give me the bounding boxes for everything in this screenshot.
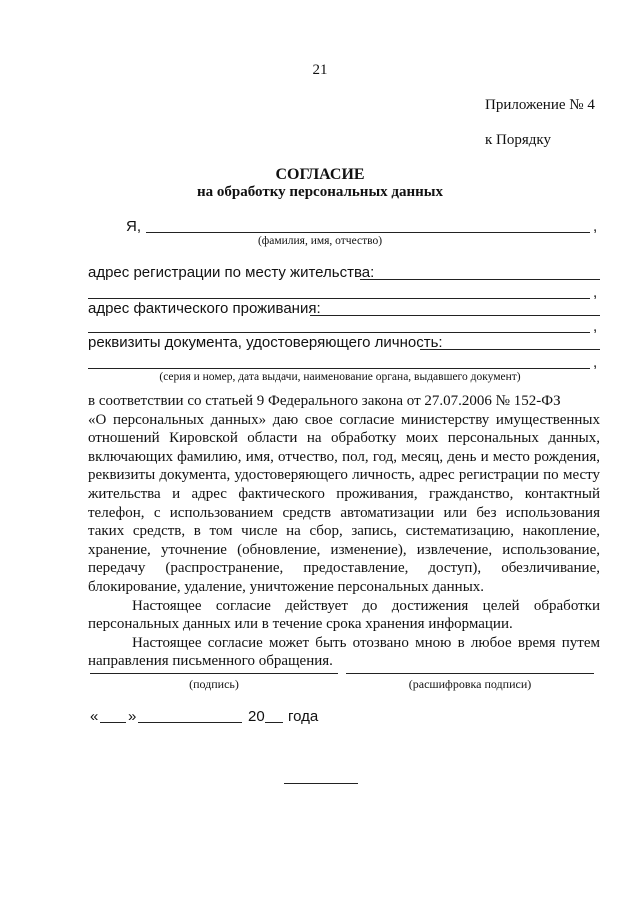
signature-caption: (подпись): [189, 677, 239, 691]
consent-body: [88, 392, 600, 671]
registration-field-comma: ,: [593, 284, 598, 301]
signature-decode-line[interactable]: [346, 673, 594, 674]
document-label: реквизиты документа, удостоверяющего личность:: [88, 334, 443, 351]
date-year-suffix: года: [288, 708, 319, 725]
date-year-prefix: 20: [248, 708, 265, 725]
residence-label: адрес фактического проживания:: [88, 300, 321, 317]
footer-divider: [284, 783, 358, 784]
name-field-comma: ,: [593, 218, 598, 235]
consent-body-first-line: в соответствии со статьей 9 Федерального закона от 27.07.2006 № 152-ФЗ: [88, 393, 561, 409]
date-close-quote: »: [128, 708, 137, 725]
date-open-quote: «: [90, 708, 99, 725]
date-month-line[interactable]: [138, 722, 242, 723]
document-title: СОГЛАСИЕ: [275, 166, 365, 183]
consent-paragraph-2: Настоящее согласие действует до достижения целей обработки персональных данных или в течение срока хранения информации.: [88, 597, 600, 633]
page-number: 21: [312, 62, 328, 78]
signature-decode-caption: (расшифровка подписи): [408, 677, 532, 691]
annex-reference: к Порядку: [485, 132, 551, 148]
annex-label: Приложение № 4: [485, 97, 595, 113]
date-day-line[interactable]: [100, 722, 126, 723]
document-field-line-1[interactable]: [420, 349, 600, 350]
name-caption: (фамилия, имя, отчество): [257, 235, 383, 247]
document-field-comma: ,: [593, 354, 598, 371]
signature-line[interactable]: [90, 673, 338, 674]
registration-label: адрес регистрации по месту жительства:: [88, 264, 375, 281]
registration-field-line-2[interactable]: [88, 298, 590, 299]
document-subtitle: на обработку персональных данных: [197, 184, 443, 200]
registration-field-line-1[interactable]: [360, 279, 600, 280]
date-year-line[interactable]: [265, 722, 283, 723]
residence-field-comma: ,: [593, 318, 598, 335]
residence-field-line-1[interactable]: [310, 315, 600, 316]
consent-paragraph-1: «О персональных данных» даю свое согласие министерству имущественных отношений Кировской области на обработку моих персональных данных, включающих фамилию, имя, отчество, пол, год, месяц, день и место рождения, реквизиты документа, удостоверяющего личность, адрес регистрации по месту жительства и адрес фактического проживания, гражданство, контактный телефон, с использованием средств автоматизации или без использования таких средств, в том числе на сбор, запись, систематизацию, накопление, хранение, уточнение (обновление, изменение), извлечение, использование, передачу (распространение, предоставление, доступ), обезличивание, блокирование, удаление, уничтожение персональных данных.: [88, 411, 600, 595]
name-field-line[interactable]: [146, 232, 590, 233]
document-field-line-2[interactable]: [88, 368, 590, 369]
residence-field-line-2[interactable]: [88, 332, 590, 333]
document-caption: (серия и номер, дата выдачи, наименование органа, выдавшего документ): [159, 371, 521, 383]
name-prefix: Я,: [126, 218, 141, 235]
consent-paragraph-3: Настоящее согласие может быть отозвано мною в любое время путем направления письменного обращения.: [88, 634, 600, 670]
